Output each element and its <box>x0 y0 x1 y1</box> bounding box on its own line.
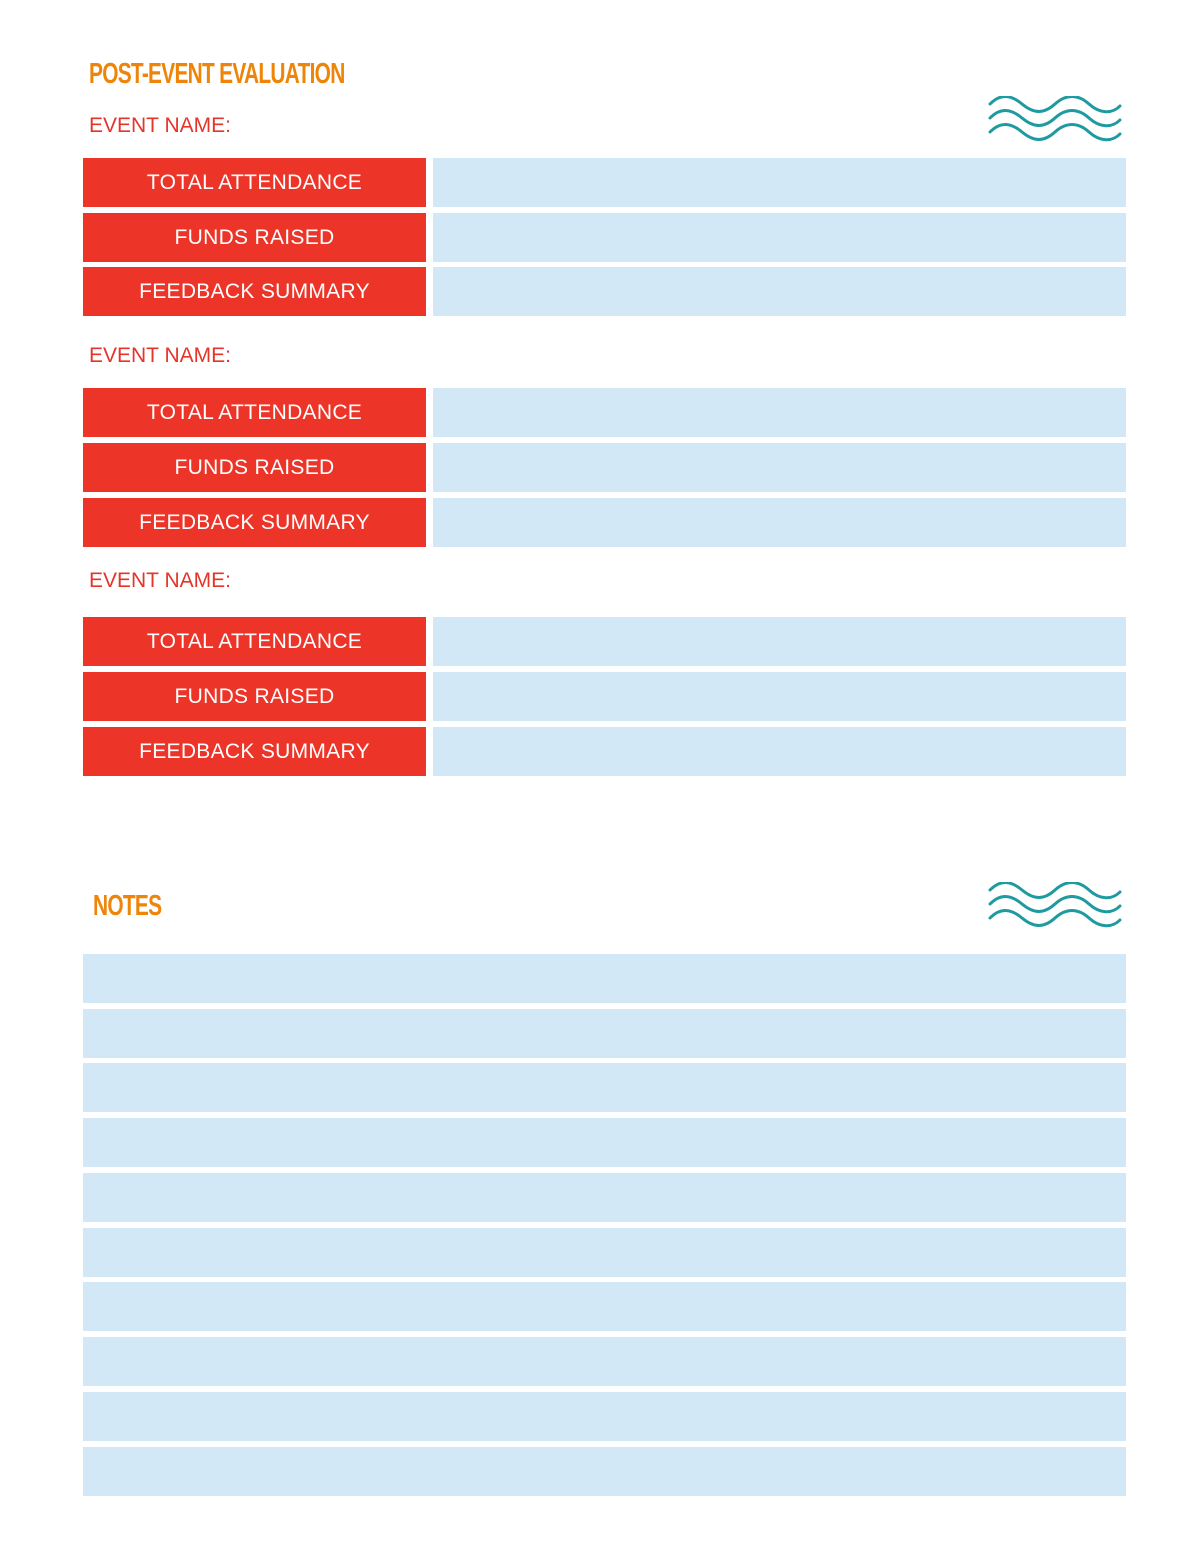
total-attendance-field[interactable] <box>433 388 1126 437</box>
total-attendance-row <box>83 388 1126 437</box>
funds-raised-label: FUNDS RAISED <box>83 443 426 492</box>
funds-raised-row <box>83 213 1126 262</box>
waves-icon <box>988 96 1122 142</box>
funds-raised-row <box>83 672 1126 721</box>
feedback-summary-field[interactable] <box>433 727 1126 776</box>
page-title: POST-EVENT EVALUATION <box>89 58 345 90</box>
notes-line[interactable] <box>83 954 1126 1003</box>
notes-line[interactable] <box>83 1447 1126 1496</box>
total-attendance-label: TOTAL ATTENDANCE <box>83 388 426 437</box>
total-attendance-label: TOTAL ATTENDANCE <box>83 617 426 666</box>
notes-line[interactable] <box>83 1009 1126 1058</box>
event-name-label: EVENT NAME: <box>89 114 231 137</box>
feedback-summary-label: FEEDBACK SUMMARY <box>83 498 426 547</box>
notes-title: NOTES <box>93 890 162 922</box>
total-attendance-row <box>83 158 1126 207</box>
notes-line[interactable] <box>83 1173 1126 1222</box>
funds-raised-label: FUNDS RAISED <box>83 213 426 262</box>
notes-line[interactable] <box>83 1063 1126 1112</box>
notes-line[interactable] <box>83 1337 1126 1386</box>
total-attendance-label: TOTAL ATTENDANCE <box>83 158 426 207</box>
notes-line[interactable] <box>83 1228 1126 1277</box>
total-attendance-field[interactable] <box>433 617 1126 666</box>
total-attendance-row <box>83 617 1126 666</box>
feedback-summary-row <box>83 267 1126 316</box>
funds-raised-field[interactable] <box>433 672 1126 721</box>
notes-line[interactable] <box>83 1282 1126 1331</box>
funds-raised-field[interactable] <box>433 443 1126 492</box>
total-attendance-field[interactable] <box>433 158 1126 207</box>
feedback-summary-field[interactable] <box>433 267 1126 316</box>
notes-line[interactable] <box>83 1118 1126 1167</box>
feedback-summary-row <box>83 498 1126 547</box>
event-name-label: EVENT NAME: <box>89 344 231 367</box>
event-name-label: EVENT NAME: <box>89 569 231 592</box>
funds-raised-label: FUNDS RAISED <box>83 672 426 721</box>
funds-raised-field[interactable] <box>433 213 1126 262</box>
feedback-summary-label: FEEDBACK SUMMARY <box>83 727 426 776</box>
feedback-summary-field[interactable] <box>433 498 1126 547</box>
notes-line[interactable] <box>83 1392 1126 1441</box>
waves-icon <box>988 882 1122 928</box>
feedback-summary-label: FEEDBACK SUMMARY <box>83 267 426 316</box>
funds-raised-row <box>83 443 1126 492</box>
feedback-summary-row <box>83 727 1126 776</box>
